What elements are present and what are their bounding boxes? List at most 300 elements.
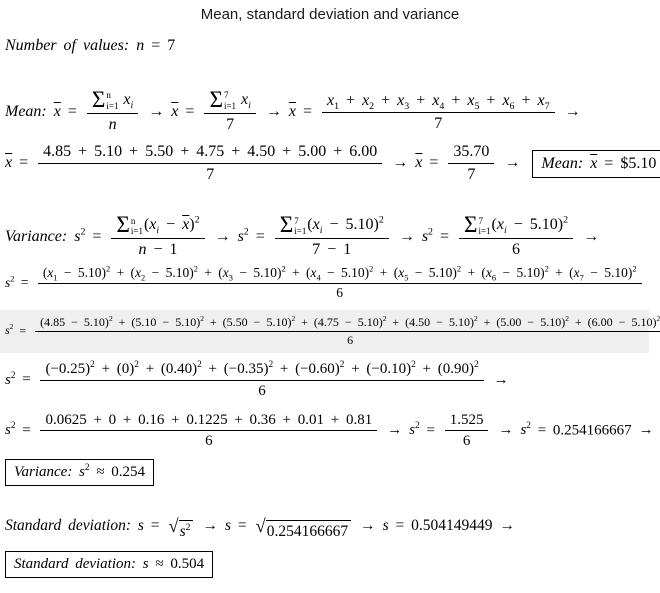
subscript: 6 bbox=[491, 274, 497, 284]
variable-letter: s bbox=[74, 227, 81, 245]
numerator bbox=[40, 360, 483, 381]
arrow-right-icon: → bbox=[398, 227, 415, 245]
numerator bbox=[322, 91, 555, 113]
math-text: + $(-0.60)^2$ bbox=[273, 360, 345, 378]
radical-icon: √ bbox=[255, 515, 266, 537]
fraction bbox=[445, 411, 489, 452]
math-text: + ( bbox=[110, 265, 136, 281]
sum-upper-limit: n bbox=[106, 90, 111, 101]
variance-result-line bbox=[5, 459, 656, 486]
fraction bbox=[87, 89, 138, 135]
math-text: + bbox=[444, 91, 468, 109]
math-text: + bbox=[339, 91, 363, 109]
math-variable bbox=[123, 91, 134, 112]
math-variable bbox=[485, 265, 497, 284]
math-text: 7 bbox=[434, 114, 443, 132]
math-text: 1.525 bbox=[449, 411, 484, 428]
math-text: ( bbox=[307, 216, 313, 234]
numerator bbox=[275, 214, 389, 239]
denominator bbox=[87, 114, 138, 135]
arrow-right-icon: → bbox=[564, 102, 581, 120]
variable-letter: x bbox=[502, 91, 510, 109]
arrow-right-icon: → bbox=[499, 516, 516, 534]
arrow-right-icon: → bbox=[493, 371, 509, 388]
variable-letter: x bbox=[149, 216, 157, 234]
math-text: = bbox=[178, 102, 202, 120]
math-variable bbox=[520, 422, 531, 438]
subscript: 7 bbox=[579, 274, 584, 284]
superscript: 2 bbox=[243, 226, 249, 238]
overbar-variable: $\overline{x}$ bbox=[415, 154, 423, 172]
square-root bbox=[255, 515, 352, 541]
superscript: 2 bbox=[378, 214, 384, 226]
math-text: − 5.10)$^2$ bbox=[583, 264, 637, 281]
variable-letter: s bbox=[382, 516, 389, 534]
math-variable bbox=[310, 265, 321, 284]
math-text: − bbox=[159, 216, 183, 234]
overbar-variable: $\overline{x}$ bbox=[288, 102, 296, 120]
math-variable bbox=[135, 265, 146, 284]
denominator bbox=[38, 164, 382, 185]
superscript: 2 bbox=[369, 264, 374, 274]
math-variable bbox=[74, 228, 85, 245]
math-text: + bbox=[479, 91, 503, 109]
numerator bbox=[35, 315, 660, 332]
summation bbox=[280, 214, 307, 237]
variable-letter: x bbox=[310, 265, 317, 281]
math-text: − 1 bbox=[146, 241, 178, 259]
arrow-right-icon: → bbox=[360, 516, 376, 534]
fraction bbox=[40, 360, 483, 401]
math-text: 6 bbox=[336, 285, 344, 301]
math-variable bbox=[238, 228, 249, 245]
overbar-variable: $\overline{x}$ bbox=[590, 154, 598, 172]
math-text: 6 bbox=[205, 433, 213, 450]
math-variable bbox=[149, 216, 160, 237]
math-text: ≈ 0.504 bbox=[148, 556, 205, 573]
subscript: 4 bbox=[316, 274, 321, 284]
math-text: Mean: bbox=[541, 154, 591, 172]
denominator bbox=[275, 239, 389, 260]
arrow-right-icon: → bbox=[387, 422, 403, 439]
subscript: 4 bbox=[439, 100, 445, 112]
overbar-variable: $\overline{x}$ bbox=[171, 102, 179, 120]
numerator bbox=[38, 265, 642, 284]
numerator bbox=[111, 214, 204, 239]
subscript: 3 bbox=[228, 274, 233, 284]
math-text: $(-0.25)^2$ bbox=[45, 360, 95, 378]
superscript: 2 bbox=[80, 226, 86, 238]
math-text: + ( bbox=[461, 265, 486, 281]
sum-lower-limit: i=1 bbox=[130, 225, 143, 236]
math-variable bbox=[432, 91, 445, 112]
arrow-right-icon: → bbox=[265, 102, 282, 120]
numerator bbox=[448, 142, 494, 164]
page-title: Mean, standard deviation and variance bbox=[200, 6, 460, 23]
math-text: = bbox=[85, 227, 109, 245]
math-variable bbox=[573, 265, 584, 284]
superscript: 2 bbox=[108, 314, 113, 324]
arrow-right-icon: → bbox=[392, 154, 409, 172]
variable-letter: x bbox=[573, 265, 580, 281]
math-text: = bbox=[15, 371, 38, 388]
math-variable bbox=[502, 91, 515, 112]
overbar-variable: $\overline{x}$ bbox=[53, 102, 61, 120]
variable-letter: s bbox=[5, 274, 11, 290]
superscript: 2 bbox=[415, 421, 420, 432]
math-text: ( bbox=[491, 216, 497, 234]
superscript: 2 bbox=[268, 360, 274, 371]
math-variable bbox=[180, 523, 191, 540]
denominator bbox=[38, 284, 642, 302]
math-variable bbox=[409, 422, 420, 438]
math-variable bbox=[537, 91, 550, 112]
math-variable bbox=[397, 91, 410, 112]
superscript: 2 bbox=[382, 314, 387, 324]
variable-letter: x bbox=[123, 91, 131, 108]
math-text: − 5.10)$^2$ bbox=[320, 264, 374, 281]
variance-line-5 bbox=[5, 411, 656, 452]
math-text: + bbox=[514, 91, 538, 109]
variable-letter: n bbox=[138, 241, 147, 259]
math-text: − 5.10)$^2$ bbox=[232, 264, 286, 281]
overbar-variable: $\overline{x}$ bbox=[182, 216, 190, 234]
radicand bbox=[266, 520, 351, 541]
math-text: 6 bbox=[258, 382, 266, 399]
math-text: 0.0625 + 0 + 0.16 + 0.1225 + 0.36 + 0.01 + 0.81 bbox=[45, 411, 373, 428]
denominator bbox=[322, 113, 555, 134]
variable-letter: s bbox=[409, 422, 416, 439]
arrow-right-icon: → bbox=[583, 227, 600, 245]
math-text: + ( bbox=[373, 265, 399, 281]
variable-letter: x bbox=[496, 216, 504, 234]
math-text: − 5.10)$^2$ bbox=[408, 264, 462, 281]
variable-letter: s bbox=[142, 556, 149, 573]
math-text: = bbox=[231, 516, 254, 534]
numerator bbox=[445, 411, 489, 432]
math-variable bbox=[312, 216, 323, 237]
denominator bbox=[35, 332, 660, 348]
math-text: ≈ 0.254 bbox=[89, 464, 146, 481]
math-text: 6 bbox=[512, 241, 521, 259]
fraction bbox=[38, 142, 382, 185]
subscript: i bbox=[319, 225, 323, 237]
fraction bbox=[35, 315, 660, 348]
denominator bbox=[459, 239, 573, 260]
superscript: 2 bbox=[526, 421, 531, 432]
denominator bbox=[445, 431, 489, 451]
variance-line-2 bbox=[5, 265, 656, 302]
denominator bbox=[111, 239, 204, 260]
math-text: + $(6.00 - 5.10)^2$ bbox=[568, 314, 660, 330]
math-text: + $(4.75 - 5.10)^2$ bbox=[295, 314, 387, 330]
fraction bbox=[459, 214, 573, 260]
variable-letter: x bbox=[135, 265, 142, 281]
arrow-right-icon: → bbox=[148, 102, 165, 120]
sum-limits bbox=[294, 216, 306, 237]
variable-letter: x bbox=[362, 91, 370, 109]
variable-letter: n bbox=[108, 116, 117, 134]
math-text: + $(0)^2$ bbox=[94, 360, 139, 378]
document-body bbox=[0, 36, 660, 578]
subscript: i bbox=[156, 225, 160, 237]
numerator bbox=[87, 89, 138, 114]
math-variable bbox=[398, 265, 409, 284]
denominator bbox=[204, 114, 255, 135]
math-text: = bbox=[419, 422, 442, 439]
math-text: = bbox=[14, 274, 35, 290]
math-text: − 5.10)$^2$ bbox=[506, 214, 569, 234]
math-variable bbox=[136, 37, 144, 54]
numerator bbox=[40, 411, 377, 432]
subscript: i bbox=[503, 225, 507, 237]
variable-letter: x bbox=[432, 91, 440, 109]
math-text: − 5.10)$^2$ bbox=[322, 214, 384, 234]
stddev-line-1 bbox=[5, 516, 656, 541]
superscript: 2 bbox=[9, 322, 14, 332]
arrow-right-icon: → bbox=[638, 422, 654, 439]
math-variable bbox=[54, 103, 61, 120]
math-text: 7 − 1 bbox=[312, 241, 352, 259]
radicand bbox=[179, 520, 194, 541]
subscript: 1 bbox=[334, 100, 340, 112]
subscript: 7 bbox=[544, 100, 550, 112]
math-text: + ( bbox=[548, 265, 574, 281]
square-root bbox=[168, 515, 193, 541]
superscript: 2 bbox=[185, 521, 191, 533]
fraction bbox=[40, 411, 377, 452]
variable-letter: s bbox=[79, 464, 85, 481]
sum-limits bbox=[224, 90, 236, 111]
superscript: 2 bbox=[193, 264, 198, 274]
math-variable bbox=[47, 265, 58, 284]
math-text: 35.70 bbox=[453, 143, 490, 161]
sum-limits bbox=[106, 90, 118, 111]
superscript: 2 bbox=[428, 226, 433, 238]
superscript: 2 bbox=[134, 360, 139, 371]
math-text: = bbox=[15, 422, 38, 439]
superscript: 2 bbox=[565, 314, 569, 324]
math-text: = bbox=[60, 102, 84, 120]
sum-upper-limit: 7 bbox=[294, 215, 299, 226]
math-text: = bbox=[248, 227, 272, 245]
radical-icon: √ bbox=[168, 515, 179, 537]
sum-lower-limit: i=1 bbox=[106, 100, 119, 111]
sum-lower-limit: i=1 bbox=[223, 100, 236, 111]
mean-line-1 bbox=[5, 89, 656, 135]
superscript: 2 bbox=[411, 360, 416, 371]
superscript: 2 bbox=[473, 314, 478, 324]
math-text: = bbox=[433, 227, 457, 245]
sigma-icon: Σ bbox=[116, 212, 130, 239]
variable-letter: s bbox=[224, 516, 232, 534]
math-text: + $(-0.35)^2$ bbox=[201, 360, 274, 378]
math-text: = bbox=[143, 516, 167, 534]
superscript: 2 bbox=[656, 314, 660, 324]
superscript: 2 bbox=[339, 360, 345, 371]
math-text: 4.85 + 5.10 + 5.50 + 4.75 + 4.50 + 5.00 + 6.00 bbox=[43, 143, 378, 161]
math-text: $(4.85 - 5.10)^2$ bbox=[40, 314, 113, 330]
superscript: 2 bbox=[456, 264, 462, 274]
summation bbox=[92, 89, 119, 112]
variable-letter: s bbox=[237, 227, 244, 245]
math-text: Standard deviation: bbox=[14, 556, 143, 573]
summation bbox=[464, 214, 491, 237]
denominator bbox=[40, 431, 377, 451]
math-text: 6 bbox=[347, 333, 354, 348]
fraction bbox=[204, 89, 255, 135]
sigma-icon: Σ bbox=[279, 212, 294, 239]
math-text: ( bbox=[42, 265, 48, 281]
variable-letter: s bbox=[5, 323, 10, 338]
math-text: = 0.254166667 bbox=[530, 422, 632, 439]
stddev-result-box bbox=[5, 551, 213, 578]
math-text: )$^2$ bbox=[189, 214, 200, 234]
math-text: = bbox=[422, 154, 446, 172]
variable-letter: s bbox=[137, 516, 144, 534]
fraction bbox=[111, 214, 204, 260]
math-text: − 5.10)$^2$ bbox=[496, 264, 549, 281]
math-text: ( bbox=[143, 216, 150, 234]
superscript: 2 bbox=[90, 360, 95, 371]
math-variable bbox=[222, 265, 233, 284]
math-text: Variance: bbox=[14, 464, 80, 481]
numerator bbox=[204, 89, 255, 114]
math-text: + $(5.50 - 5.10)^2$ bbox=[203, 314, 296, 330]
math-text: = 0.504149449 bbox=[388, 516, 493, 534]
variance-result-box bbox=[5, 459, 154, 486]
math-text: − 5.10)$^2$ bbox=[145, 264, 198, 281]
math-text: + ( bbox=[285, 265, 311, 281]
sum-lower-limit: i=1 bbox=[478, 225, 491, 236]
variance-line-1 bbox=[5, 214, 656, 260]
numerator bbox=[38, 142, 382, 164]
arrow-right-icon: → bbox=[498, 422, 514, 439]
math-text: + ( bbox=[197, 265, 223, 281]
math-text: = 7 bbox=[144, 37, 176, 54]
math-text: Variance: bbox=[5, 227, 75, 245]
denominator bbox=[40, 381, 483, 401]
math-text: = bbox=[13, 323, 33, 338]
math-text: + bbox=[374, 91, 398, 109]
subscript: 2 bbox=[141, 274, 146, 284]
stddev-result-line bbox=[5, 551, 656, 578]
math-text: Mean: bbox=[5, 102, 54, 120]
superscript: 2 bbox=[106, 264, 111, 274]
math-text: Standard deviation: bbox=[5, 516, 138, 534]
fraction bbox=[448, 142, 494, 185]
arrow-right-icon: → bbox=[202, 516, 218, 534]
sum-upper-limit: 7 bbox=[223, 90, 229, 101]
arrow-right-icon: → bbox=[504, 154, 521, 172]
sum-lower-limit: i=1 bbox=[294, 225, 307, 236]
superscript: 2 bbox=[291, 314, 296, 324]
superscript: 2 bbox=[544, 264, 549, 274]
subscript: 3 bbox=[404, 100, 410, 112]
math-text: Number of values: bbox=[5, 37, 137, 54]
variable-letter: x bbox=[397, 91, 405, 109]
math-variable bbox=[289, 103, 296, 120]
math-variable bbox=[5, 422, 16, 438]
subscript: 2 bbox=[369, 100, 375, 112]
overbar-variable: $\overline{x}$ bbox=[5, 154, 13, 172]
fraction bbox=[275, 214, 389, 260]
math-variable bbox=[240, 91, 251, 112]
variable-letter: s bbox=[520, 422, 527, 439]
math-variable bbox=[362, 91, 375, 112]
superscript: 2 bbox=[200, 314, 204, 324]
sigma-icon: Σ bbox=[464, 212, 478, 239]
fraction bbox=[38, 265, 642, 302]
variable-letter: x bbox=[326, 91, 335, 109]
math-text: − 5.10)$^2$ bbox=[57, 264, 111, 281]
superscript: 2 bbox=[10, 421, 16, 432]
math-text: 7 bbox=[467, 166, 476, 184]
superscript: 2 bbox=[10, 274, 15, 284]
math-variable bbox=[467, 91, 480, 112]
superscript: 2 bbox=[10, 370, 16, 381]
subscript: 5 bbox=[404, 274, 409, 284]
sum-upper-limit: n bbox=[130, 215, 136, 226]
subscript: i bbox=[248, 100, 251, 112]
math-text: 0.254166667 bbox=[266, 522, 349, 540]
superscript: 2 bbox=[84, 463, 90, 474]
arrow-right-icon: → bbox=[214, 227, 231, 245]
math-text: + $(5.00 - 5.10)^2$ bbox=[477, 314, 569, 330]
math-text: + bbox=[409, 91, 433, 109]
superscript: 2 bbox=[563, 214, 569, 226]
superscript: 2 bbox=[194, 214, 200, 226]
numerator bbox=[459, 214, 573, 239]
math-text: = bbox=[295, 102, 319, 120]
sum-limits bbox=[131, 216, 143, 237]
sum-upper-limit: 7 bbox=[478, 215, 484, 226]
variable-letter: n bbox=[136, 37, 145, 54]
subscript: i bbox=[130, 100, 134, 112]
math-variable bbox=[496, 216, 507, 237]
variable-letter: x bbox=[398, 265, 405, 281]
variable-letter: x bbox=[537, 91, 545, 109]
variable-letter: x bbox=[222, 265, 229, 281]
subscript: 6 bbox=[509, 100, 515, 112]
superscript: 2 bbox=[473, 360, 479, 371]
math-variable bbox=[326, 91, 340, 112]
math-variable bbox=[79, 464, 90, 480]
math-text: = bbox=[12, 154, 36, 172]
intro-line bbox=[5, 36, 656, 56]
variable-letter: s bbox=[421, 227, 429, 245]
sigma-icon: Σ bbox=[91, 87, 106, 113]
fraction bbox=[322, 91, 555, 134]
sigma-icon: Σ bbox=[209, 87, 223, 113]
summation bbox=[116, 214, 143, 237]
math-text: 7 bbox=[206, 166, 215, 184]
superscript: 2 bbox=[632, 264, 637, 274]
superscript: 2 bbox=[281, 264, 286, 274]
variable-letter: x bbox=[47, 265, 54, 281]
variance-line-4 bbox=[5, 360, 656, 401]
variable-letter: x bbox=[467, 91, 475, 109]
math-text: + $(4.50 - 5.10)^2$ bbox=[386, 314, 478, 330]
variable-letter: x bbox=[485, 265, 492, 281]
math-variable bbox=[5, 372, 16, 388]
variable-letter: x bbox=[240, 91, 249, 108]
math-variable bbox=[422, 228, 433, 245]
superscript: 2 bbox=[197, 360, 202, 371]
variance-line-3 bbox=[0, 310, 660, 353]
math-text: + $(0.90)^2$ bbox=[415, 360, 479, 378]
mean-result-box bbox=[532, 150, 660, 178]
